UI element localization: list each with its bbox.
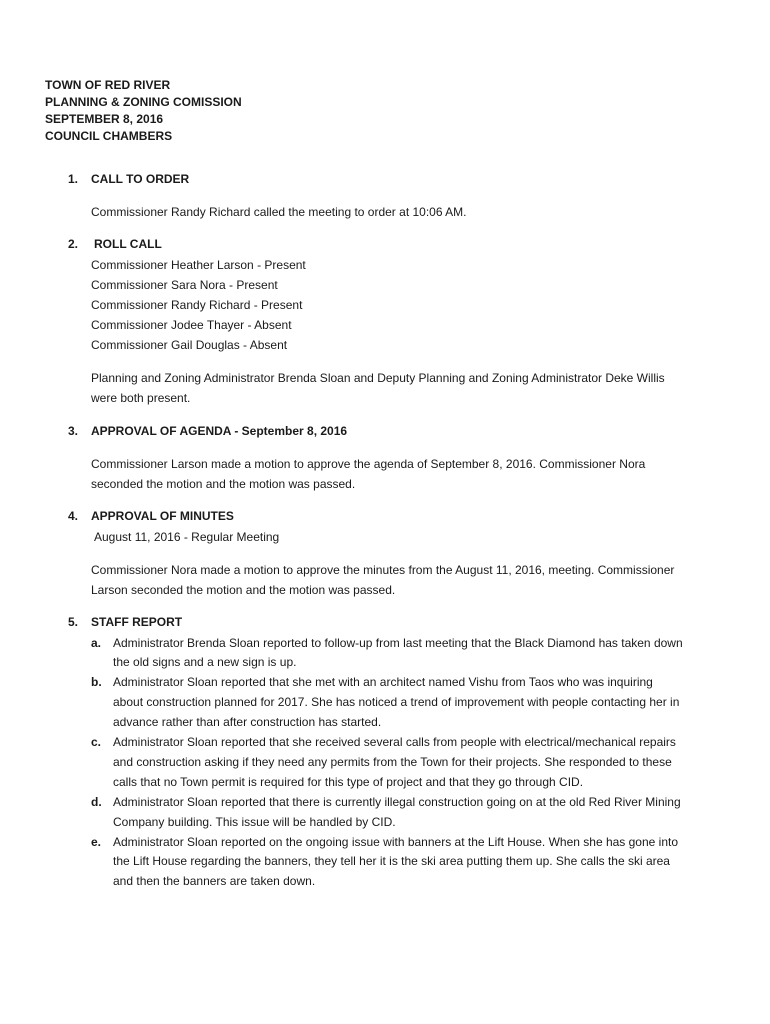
roll-call-entry: Commissioner Heather Larson - Present — [91, 258, 306, 272]
section-4-subtitle: August 11, 2016 - Regular Meeting — [94, 530, 280, 544]
staff-report-item-line: Company building. This issue will be handled by CID. — [113, 815, 396, 829]
section-4-paragraph-line: Commissioner Nora made a motion to approve the minutes from the August 11, 2016, meeting. Commissioner — [91, 563, 675, 577]
header-commission: PLANNING & ZONING COMISSION — [45, 95, 242, 109]
header-town: TOWN OF RED RIVER — [45, 78, 171, 92]
section-1-text: Commissioner Randy Richard called the meeting to order at 10:06 AM. — [91, 205, 467, 219]
section-3-paragraph-line: seconded the motion and the motion was passed. — [91, 477, 356, 491]
staff-report-item-line: Administrator Brenda Sloan reported to follow-up from last meeting that the Black Diamond has taken down — [113, 636, 683, 650]
section-2-title: ROLL CALL — [94, 237, 162, 251]
section-3-number: 3. — [68, 424, 79, 438]
staff-report-item-line: Administrator Sloan reported on the ongoing issue with banners at the Lift House. When she has gone into — [113, 835, 679, 849]
staff-report-item-line: the old signs and a new sign is up. — [113, 655, 297, 669]
section-4-paragraph-line: Larson seconded the motion and the motion was passed. — [91, 583, 396, 597]
staff-report-item-line: and then the banners are taken down. — [113, 874, 316, 888]
staff-report-item-line: Administrator Sloan reported that she met with an architect named Vishu from Taos who was inquiring — [113, 675, 653, 689]
section-4-title: APPROVAL OF MINUTES — [91, 509, 234, 523]
section-5-number: 5. — [68, 615, 79, 629]
section-5-title: STAFF REPORT — [91, 615, 183, 629]
roll-call-entry: Commissioner Jodee Thayer - Absent — [91, 318, 292, 332]
staff-report-item-line: and construction asking if they need any permits from the Town for their projects. She responded to these — [113, 755, 672, 769]
section-2-paragraph-line: Planning and Zoning Administrator Brenda Sloan and Deputy Planning and Zoning Administrator Deke Willis — [91, 371, 665, 385]
staff-report-item-letter: b. — [91, 675, 102, 689]
roll-call-entry: Commissioner Randy Richard - Present — [91, 298, 303, 312]
header-date: SEPTEMBER 8, 2016 — [45, 112, 164, 126]
staff-report-item-letter: d. — [91, 795, 102, 809]
staff-report-item-letter: c. — [91, 735, 102, 749]
staff-report-item-line: the Lift House regarding the banners, they tell her it is the ski area putting them up. She calls the ski area — [113, 854, 670, 868]
staff-report-item-letter: e. — [91, 835, 102, 849]
section-3-paragraph-line: Commissioner Larson made a motion to approve the agenda of September 8, 2016. Commissioner Nora — [91, 457, 646, 471]
roll-call-entry: Commissioner Gail Douglas - Absent — [91, 338, 288, 352]
section-2-number: 2. — [68, 237, 79, 251]
staff-report-item-line: about construction planned for 2017. She has noticed a trend of improvement with people contacting her in — [113, 695, 680, 709]
staff-report-item-letter: a. — [91, 636, 102, 650]
section-2-paragraph-line: were both present. — [91, 391, 191, 405]
roll-call-entry: Commissioner Sara Nora - Present — [91, 278, 278, 292]
header-location: COUNCIL CHAMBERS — [45, 129, 173, 143]
section-1-number: 1. — [68, 172, 79, 186]
document-header — [45, 77, 242, 145]
staff-report-item-line: calls that no Town permit is required for this type of project and that they go through CID. — [113, 775, 584, 789]
staff-report-item-line: advance rather than after construction has started. — [113, 715, 382, 729]
staff-report-item-line: Administrator Sloan reported that she received several calls from people with electrical/mechanical repairs — [113, 735, 676, 749]
staff-report-item-line: Administrator Sloan reported that there is currently illegal construction going on at the old Red River Mining — [113, 795, 681, 809]
section-3-title: APPROVAL OF AGENDA - September 8, 2016 — [91, 424, 348, 438]
section-1-title: CALL TO ORDER — [91, 172, 190, 186]
section-4-number: 4. — [68, 509, 79, 523]
